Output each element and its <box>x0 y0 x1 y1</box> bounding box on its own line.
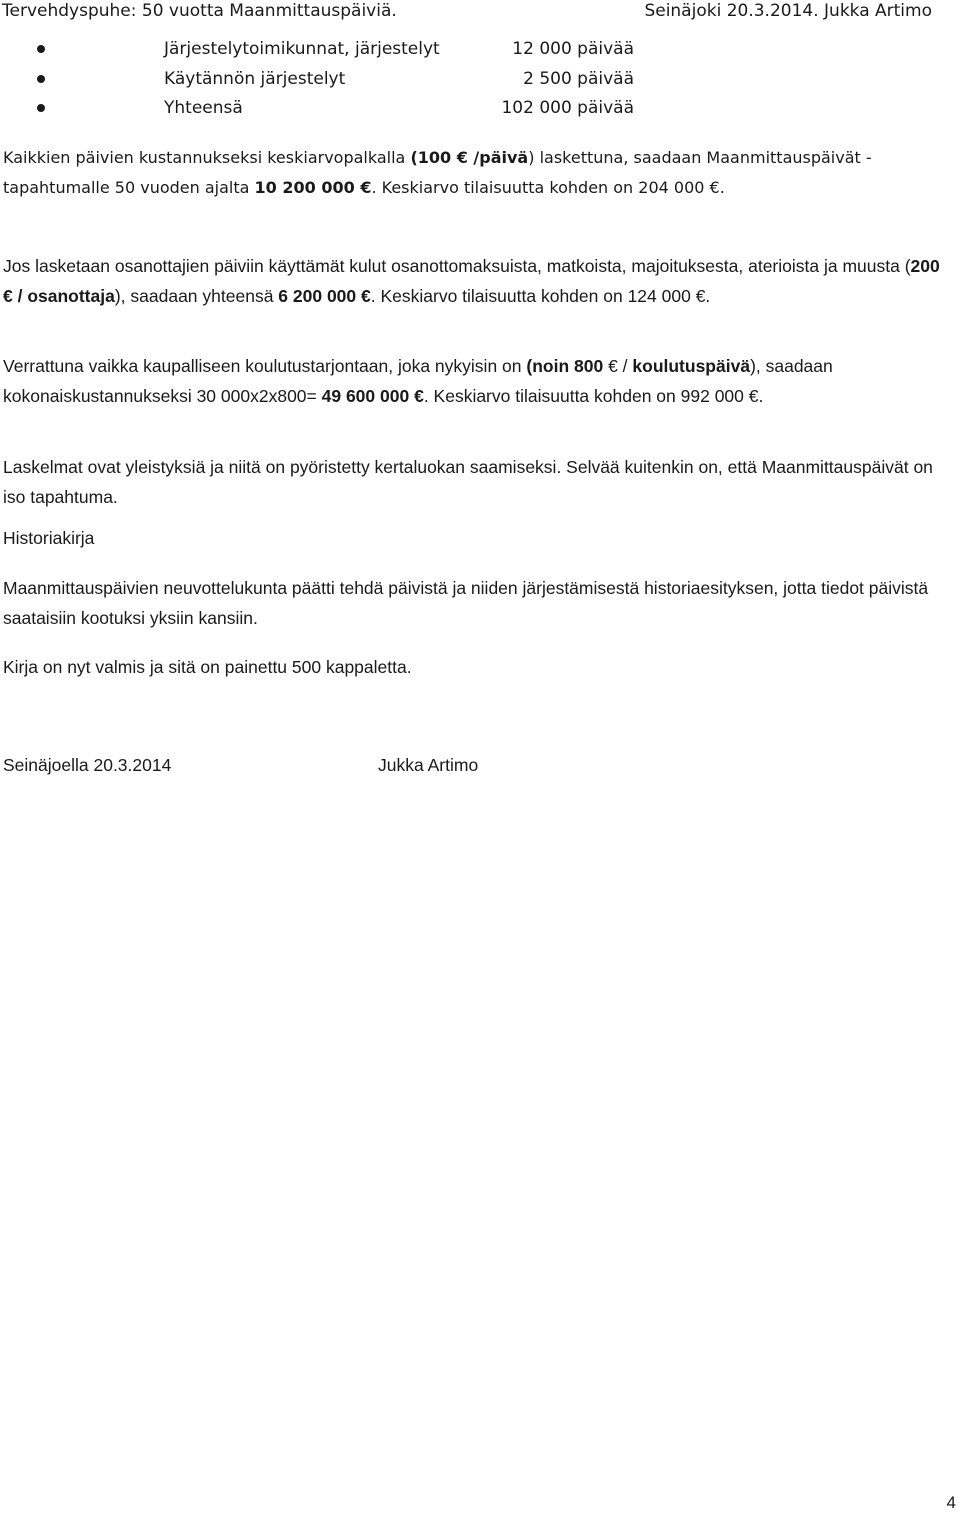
list-item-label: Käytännön järjestelyt <box>164 68 346 89</box>
list-item-value: 2 500 päivää <box>523 68 634 89</box>
signature-name: Jukka Artimo <box>378 755 479 775</box>
list-item-value: 12 000 päivää <box>512 39 634 59</box>
bullet-list <box>0 37 700 126</box>
bullet-icon <box>37 104 45 112</box>
list-item-value: 102 000 päivää <box>501 98 634 118</box>
header-title: Tervehdyspuhe: 50 vuotta Maanmittauspäiviä. <box>2 1 397 21</box>
paragraph-participant-cost: Jos lasketaan osanottajien päiviin käyttämät kulut osanottomaksuista, matkoista, majoituksesta, aterioista ja muusta (200 € / osanottaja), saadaan yhteensä 6 200 000 €. Keskiarvo tilaisuutta kohden on 124 000 €. <box>3 256 940 306</box>
page-number: 4 <box>946 1493 956 1512</box>
paragraph-conclusion: Laskelmat ovat yleistyksiä ja niitä on pyöristetty kertaluokan saamiseksi. Selvää kuitenkin on, että Maanmittauspäivät on iso tapahtuma. <box>3 457 933 507</box>
header-place-date-author: Seinäjoki 20.3.2014. Jukka Artimo <box>644 1 932 21</box>
list-item <box>0 37 700 67</box>
paragraph-total-cost: Kaikkien päivien kustannukseksi keskiarvopalkalla (100 € /päivä) laskettuna, saadaan Maanmittauspäivät -tapahtumalle 50 vuoden ajalta 10 200 000 €. Keskiarvo tilaisuutta kohden on 204 000 €. <box>3 148 872 197</box>
paragraph-history-book: Maanmittauspäivien neuvottelukunta päätti tehdä päivistä ja niiden järjestämisestä historiaesityksen, jotta tiedot päivistä saataisiin kootuksi yksiin kansiin. <box>3 578 929 628</box>
list-item <box>0 67 700 97</box>
paragraph-commercial-comparison: Verrattuna vaikka kaupalliseen koulutustarjontaan, joka nykyisin on (noin 800 € / koulutuspäivä), saadaan kokonaiskustannukseksi 30 000x2x800= 49 600 000 €. Keskiarvo tilaisuutta kohden on 992 000 €. <box>3 356 833 406</box>
paragraph-book-ready: Kirja on nyt valmis ja sitä on painettu 500 kappaletta. <box>3 657 412 677</box>
list-item <box>0 96 700 126</box>
bullet-icon <box>37 45 45 53</box>
list-item-label: Järjestelytoimikunnat, järjestelyt <box>164 39 440 59</box>
bullet-icon <box>37 75 45 83</box>
list-item-label: Yhteensä <box>164 98 243 118</box>
page-header <box>0 0 960 26</box>
signature-place-date: Seinäjoella 20.3.2014 <box>3 755 172 775</box>
section-heading: Historiakirja <box>3 528 95 548</box>
